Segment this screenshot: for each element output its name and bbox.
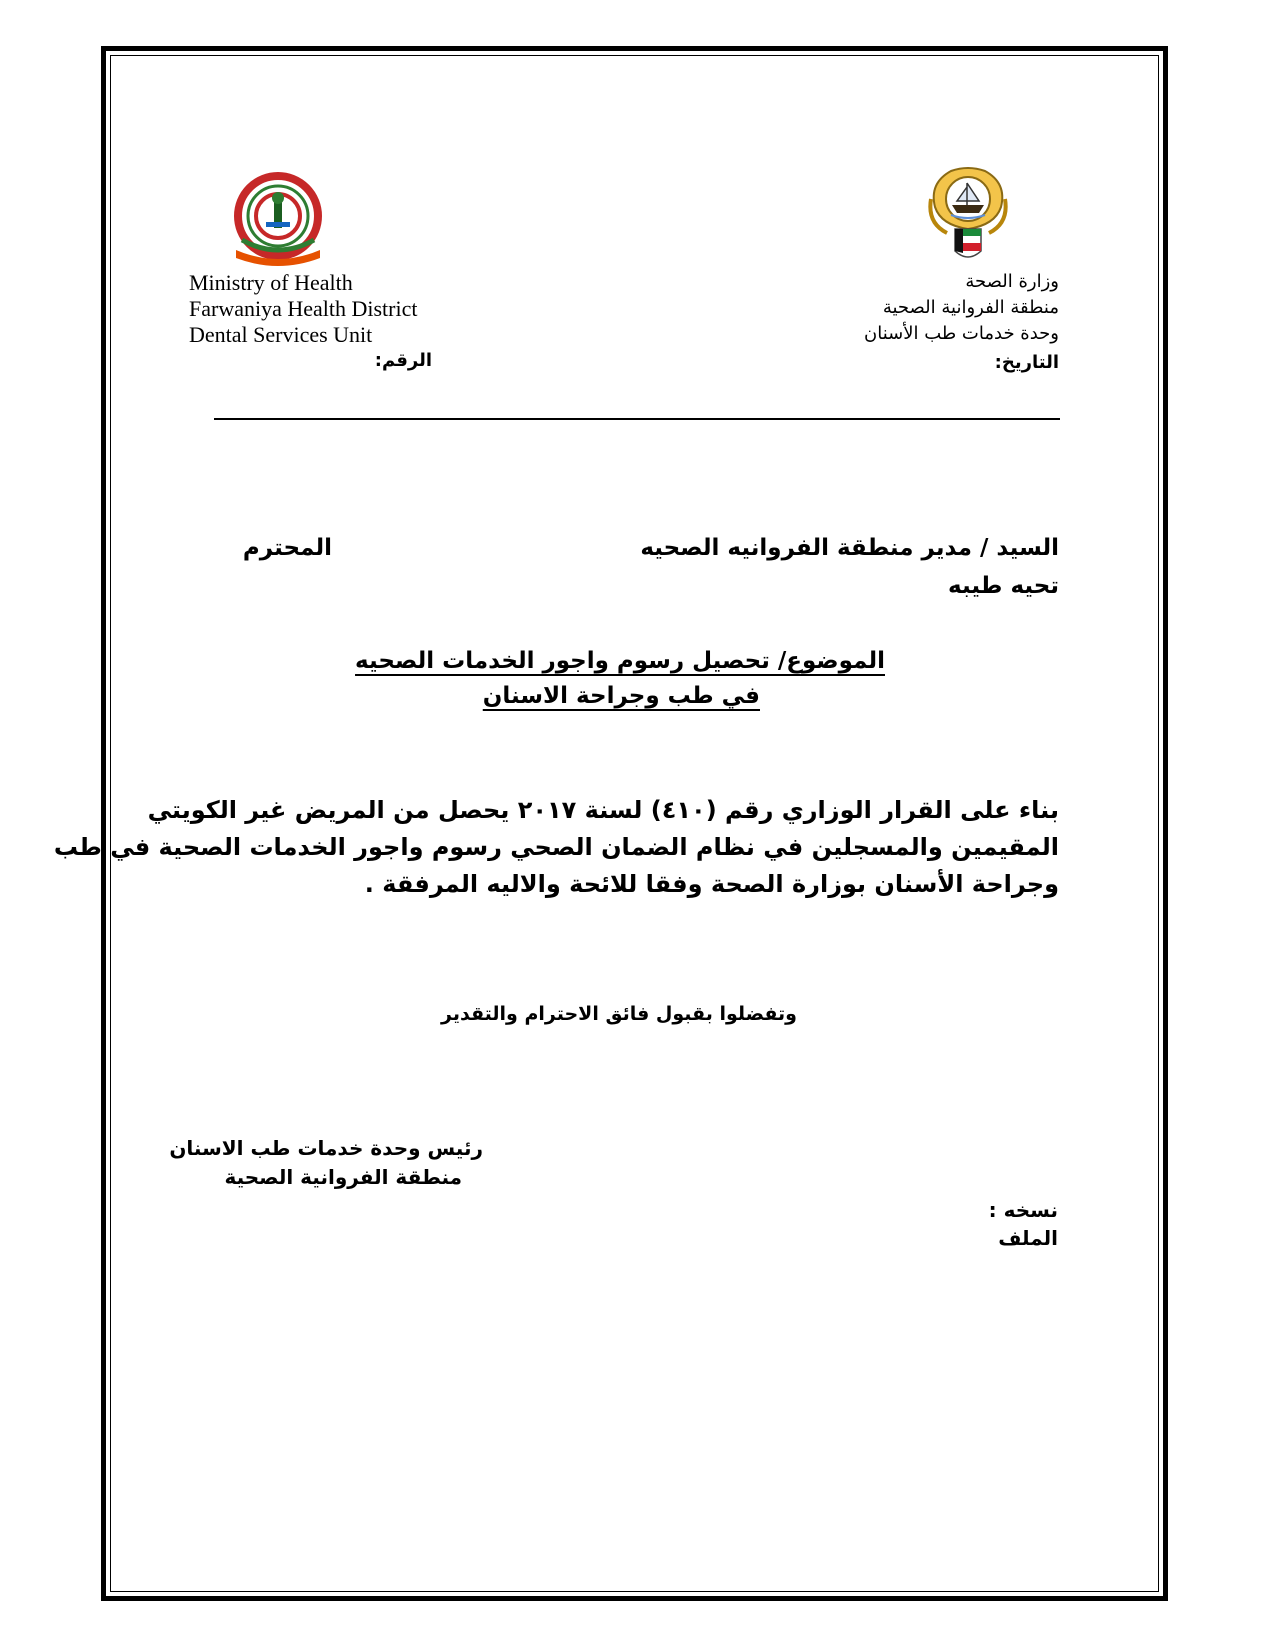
kuwait-emblem-icon <box>925 163 1011 265</box>
signature-org: منطقة الفروانية الصحية <box>224 1165 462 1189</box>
copies-item: الملف <box>998 1226 1058 1250</box>
header-ar-line-1: وزارة الصحة <box>965 271 1059 292</box>
header-en-line-2: Farwaniya Health District <box>189 296 418 321</box>
greeting: تحيه طيبه <box>948 573 1059 599</box>
subject-line-2: في طب وجراحة الاسنان <box>482 683 760 709</box>
addressee: السيد / مدير منطقة الفروانيه الصحيه <box>640 535 1059 561</box>
signature-title: رئيس وحدة خدمات طب الاسنان <box>169 1136 483 1160</box>
body-line-3: وجراحة الأسنان بوزارة الصحة وفقا للائحة والاليه المرفقة . <box>364 870 1059 898</box>
header-en-line-3: Dental Services Unit <box>189 322 373 347</box>
header-en-line-1: Ministry of Health <box>189 270 353 295</box>
header-divider <box>214 418 1060 420</box>
body-line-1: بناء على القرار الوزاري رقم (٤١٠) لسنة ٢٠١٧ يحصل من المريض غير الكويتي <box>147 796 1059 824</box>
addressee-honorific: المحترم <box>242 535 332 561</box>
body-line-2: المقيمين والمسجلين في نظام الضمان الصحي رسوم واجور الخدمات الصحية في طب <box>53 833 1059 861</box>
subject-line-1: الموضوع/ تحصيل رسوم واجور الخدمات الصحيه <box>355 648 885 674</box>
header-ar-line-3: وحدة خدمات طب الأسنان <box>864 323 1059 344</box>
header-ar-line-2: منطقة الفروانية الصحية <box>882 297 1059 318</box>
copies-label: نسخه : <box>988 1198 1058 1222</box>
number-label: الرقم: <box>374 350 432 371</box>
date-label: التاريخ: <box>994 352 1059 373</box>
farwaniya-health-district-logo-icon <box>228 170 328 270</box>
closing: وتفضلوا بقبول فائق الاحترام والتقدير <box>441 1003 797 1025</box>
